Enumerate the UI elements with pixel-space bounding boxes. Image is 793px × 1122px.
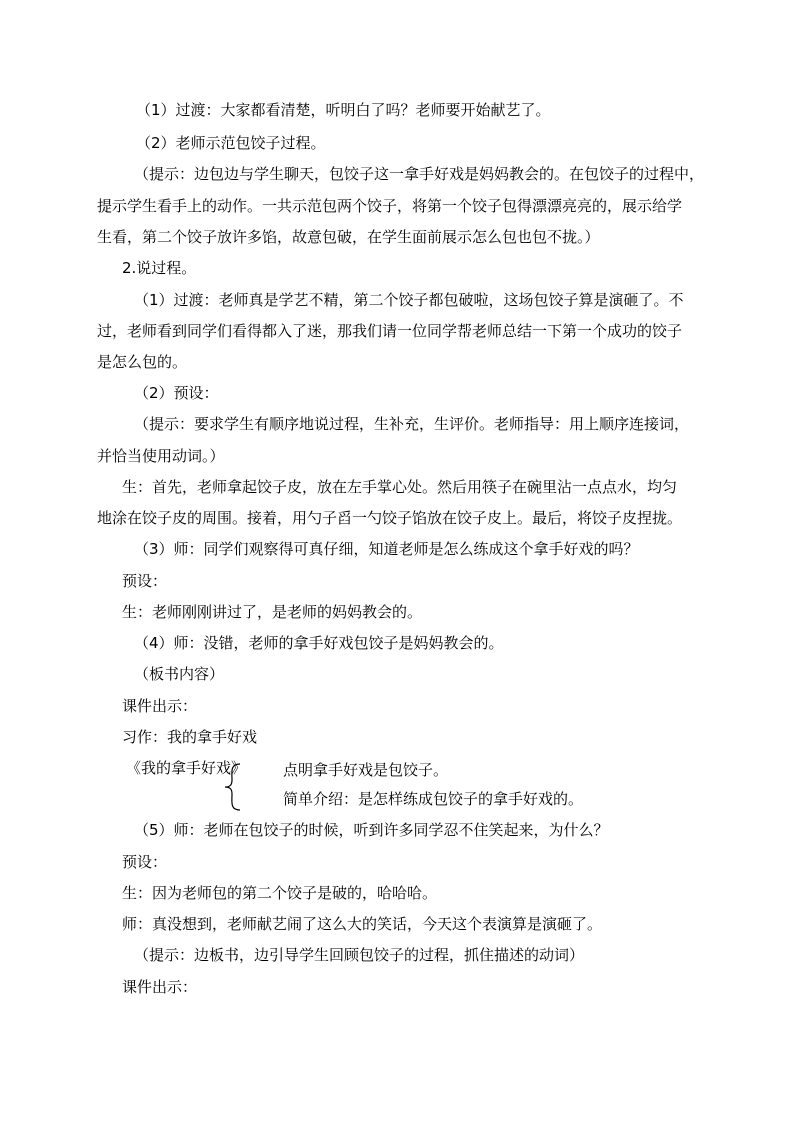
- text-line: 课件出示：: [122, 697, 198, 715]
- text-line: 生：因为老师包的第二个饺子是破的，哈哈哈。: [122, 884, 438, 902]
- board-point: 简单介绍：是怎样练成包饺子的拿手好戏的。: [283, 790, 584, 808]
- text-line: 地涂在饺子皮的周围。接着，用勺子舀一勺饺子馅放在饺子皮上。最后，将饺子皮捏拢。: [97, 509, 683, 527]
- text-line: 预设：: [122, 572, 168, 590]
- text-line: 课件出示：: [122, 978, 198, 996]
- board-title: 《我的拿手好戏》: [126, 759, 247, 777]
- text-line: （1）过渡：大家都看清楚，听明白了吗？老师要开始献艺了。: [136, 101, 551, 119]
- text-line: 师：真没想到，老师献艺闹了这么大的笑话，今天这个表演算是演砸了。: [122, 915, 603, 933]
- text-line: （板书内容）: [134, 665, 225, 683]
- text-line: 生：首先，老师拿起饺子皮，放在左手掌心处。然后用筷子在碗里沾一点点水，均匀: [122, 478, 678, 496]
- text-line: （2）老师示范包饺子过程。: [136, 134, 326, 152]
- text-line: （4）师：没错，老师的拿手好戏包饺子是妈妈教会的。: [134, 634, 504, 652]
- text-line: （1）过渡：老师真是学艺不精，第二个饺子都包破啦，这场包饺子算是演砸了。不: [134, 291, 684, 309]
- text-line: （提示：要求学生有顺序地说过程，生补充，生评价。老师指导：用上顺序连接词，: [134, 415, 690, 433]
- text-line: （2）预设：: [134, 384, 219, 402]
- text-line: 过，老师看到同学们看得都入了迷，那我们请一位同学帮老师总结一下第一个成功的饺子: [97, 322, 683, 340]
- brace-icon: [220, 762, 250, 812]
- text-line: 生看，第二个饺子放许多馅，故意包破，在学生面前展示怎么包也包不拢。）: [97, 228, 600, 246]
- text-line: （提示：边包边与学生聊天，包饺子这一拿手好戏是妈妈教会的。在包饺子的过程中，: [134, 165, 705, 183]
- section-heading: 2.说过程。: [122, 259, 197, 277]
- text-line: 并恰当使用动词。）: [97, 447, 225, 465]
- text-line: （提示：边板书，边引导学生回顾包饺子的过程，抓住描述的动词）: [134, 946, 585, 964]
- text-line: （3）师：同学们观察得可真仔细，知道老师是怎么练成这个拿手好戏的吗？: [134, 540, 639, 558]
- text-line: 生：老师刚刚讲过了，是老师的妈妈教会的。: [122, 603, 423, 621]
- text-line: 预设：: [122, 853, 168, 871]
- text-line: 是怎么包的。: [97, 353, 188, 371]
- text-line: 提示学生看手上的动作。一共示范包两个饺子，将第一个饺子包得漂漂亮亮的，展示给学: [97, 197, 683, 215]
- text-line: （5）师：老师在包饺子的时候，听到许多同学忍不住笑起来，为什么？: [134, 821, 609, 839]
- board-point: 点明拿手好戏是包饺子。: [283, 761, 449, 779]
- text-line: 习作：我的拿手好戏: [122, 728, 258, 746]
